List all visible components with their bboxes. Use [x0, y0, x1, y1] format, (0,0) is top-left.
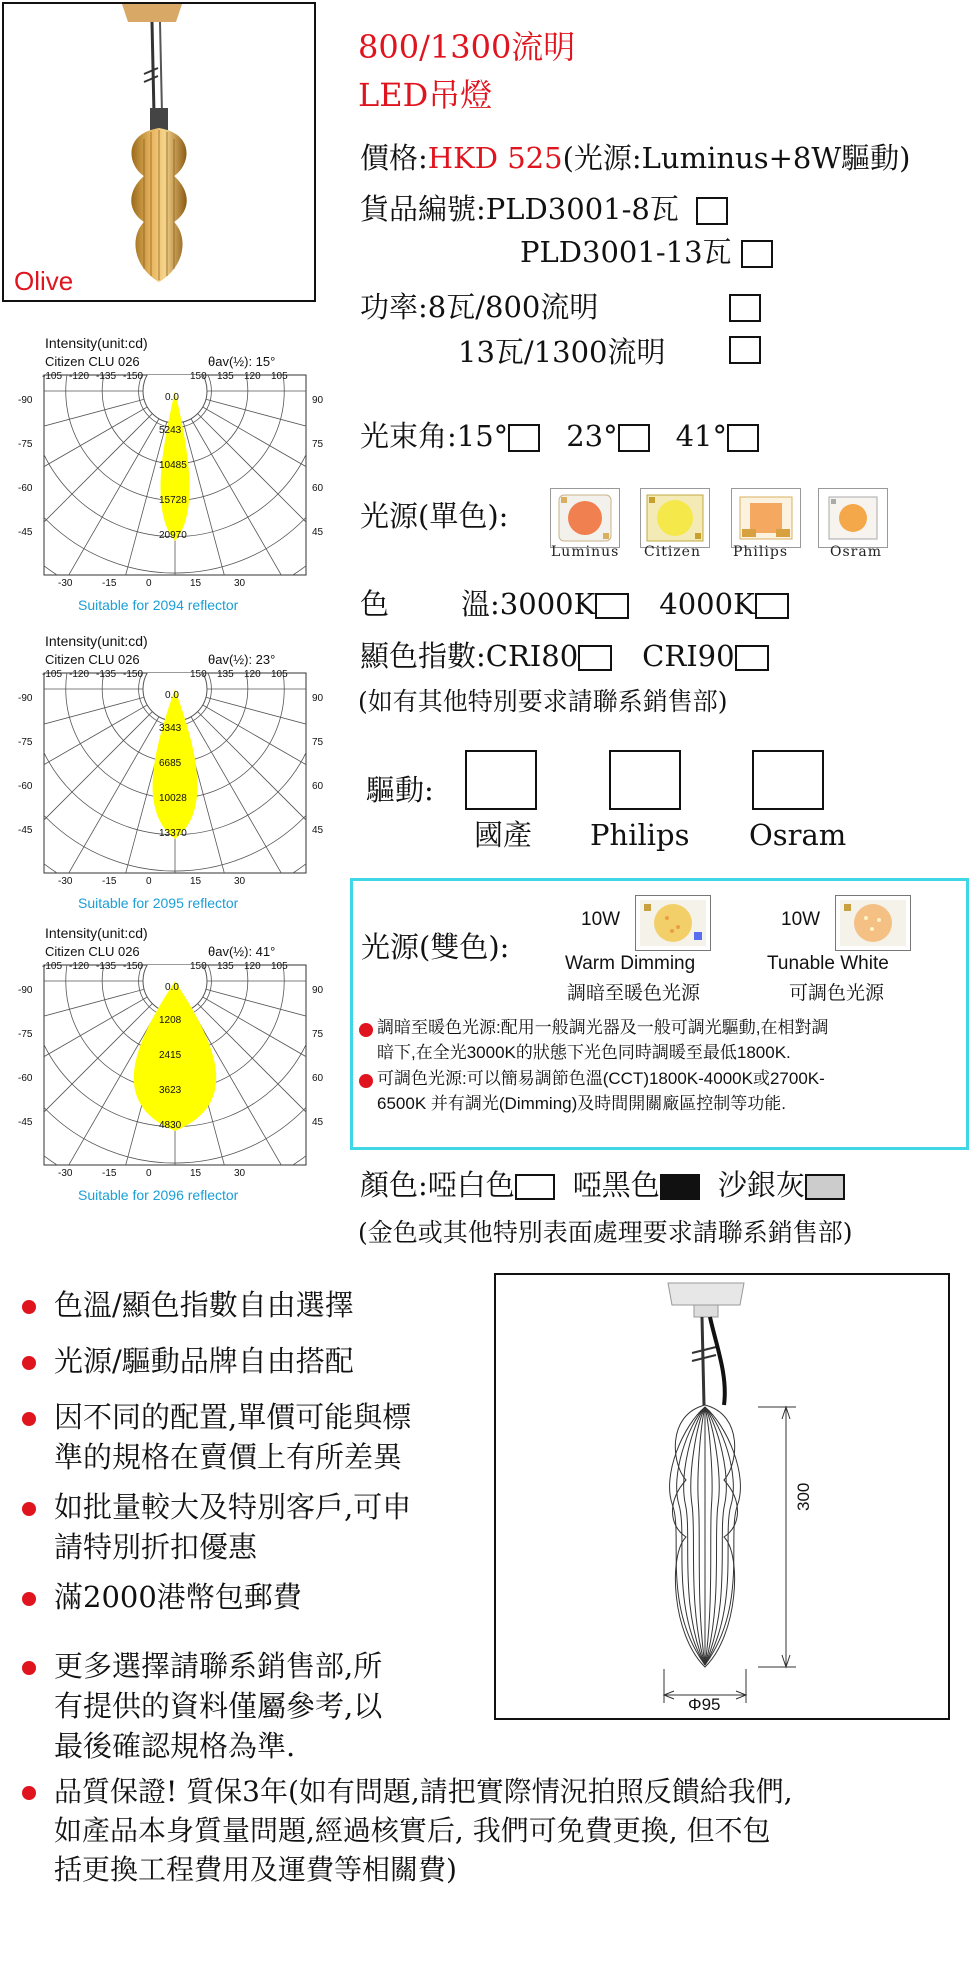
- price-value: HKD 525: [427, 141, 563, 175]
- tick-label: 135: [217, 961, 234, 972]
- tunable-white-name: Tunable White: [767, 953, 889, 974]
- price-label: 價格:: [360, 141, 428, 175]
- power-row: [360, 289, 598, 325]
- feature-item: 準的規格在賣價上有所差異: [54, 1440, 403, 1474]
- color-badge: Olive: [14, 266, 74, 296]
- beam-row: [360, 418, 759, 454]
- chart-beam-angle: θav(½): 15°: [208, 354, 276, 369]
- tick-label: 30: [234, 578, 246, 589]
- feature-item: 更多選擇請聯系銷售部,所: [54, 1649, 383, 1683]
- tick-label: 150: [190, 371, 207, 382]
- tick-label: -15: [102, 578, 117, 589]
- center-label: 0.0: [165, 392, 179, 403]
- driver-option: 國產: [474, 818, 533, 852]
- ring-value-label: 13370: [159, 828, 187, 839]
- power-option: 13瓦/1300流明: [458, 335, 666, 369]
- tick-label: 30: [234, 1168, 246, 1179]
- tick-label: 105: [271, 961, 288, 972]
- finish-option: 啞黑色: [572, 1168, 660, 1202]
- tick-label: -45: [18, 527, 33, 538]
- tick-label: 0: [146, 578, 152, 589]
- tick-label: -15: [102, 1168, 117, 1179]
- warm-dimming-desc: 調暗至暖色光源: [567, 983, 701, 1004]
- driver-label: 驅動:: [366, 773, 434, 807]
- finish-note: (金色或其他特別表面處理要求請聯系銷售部): [358, 1218, 853, 1247]
- price-row: [360, 140, 910, 176]
- ring-value-label: 5243: [159, 425, 182, 436]
- lamp-rib: [698, 1407, 705, 1665]
- cri-checkbox[interactable]: [578, 645, 612, 671]
- tick-label: 60: [312, 483, 324, 494]
- tick-label: -105: [42, 371, 63, 382]
- tick-label: -30: [58, 876, 73, 887]
- beam-option: 15°: [456, 419, 509, 453]
- item-no-checkbox[interactable]: [741, 240, 773, 268]
- finish-swatch-black[interactable]: [660, 1174, 700, 1200]
- lamp-rib: [705, 1407, 712, 1665]
- price-note: (光源:Luminus+8W驅動): [562, 141, 911, 175]
- tick-label: -60: [18, 483, 33, 494]
- tick-label: 75: [312, 737, 324, 748]
- beam-checkbox[interactable]: [618, 424, 650, 452]
- tick-label: -15: [102, 876, 117, 887]
- note-bullet: [359, 1074, 373, 1088]
- tick-label: 60: [312, 1073, 324, 1084]
- feature-item: 光源/驅動品牌自由搭配: [54, 1344, 354, 1378]
- ring-value-label: 1208: [159, 1015, 182, 1026]
- chart-model: Citizen CLU 026: [45, 944, 140, 959]
- warranty-text: 如產品本身質量問題,經過核實后, 我們可免費更換, 但不包: [54, 1814, 771, 1847]
- item-no-label: 貨品編號:: [360, 192, 486, 226]
- tick-label: -105: [42, 961, 63, 972]
- product-photo-frame: [2, 2, 316, 302]
- height-dimension: 300: [794, 1482, 813, 1511]
- warm-dimming-note: 暗下,在全光3000K的狀態下光色同時調暖至最低1800K.: [377, 1043, 791, 1062]
- tick-label: -90: [18, 985, 33, 996]
- feature-item: 最後確認規格為準.: [54, 1729, 296, 1763]
- tick-label: -150: [123, 371, 144, 382]
- finish-swatch-silver[interactable]: [805, 1174, 845, 1200]
- ring-value-label: 15728: [159, 495, 187, 506]
- grid-spoke: [40, 391, 175, 603]
- ring-value-label: 3623: [159, 1085, 182, 1096]
- color-temp-checkbox[interactable]: [755, 593, 789, 619]
- tunable-white-led-image[interactable]: [835, 895, 911, 951]
- product-title: 800/1300流明: [358, 28, 576, 66]
- polar-chart: [18, 633, 324, 918]
- feature-bullet: [22, 1300, 36, 1314]
- feature-bullet: [22, 1412, 36, 1426]
- tick-label: -90: [18, 693, 33, 704]
- feature-item: 色溫/顯色指數自由選擇: [54, 1288, 354, 1322]
- light-source-single-label: 光源(單色):: [360, 499, 509, 533]
- finish-swatch-white[interactable]: [515, 1174, 555, 1200]
- dimension-drawing: [496, 1275, 948, 1718]
- feature-item: 如批量較大及特別客戶,可申: [54, 1490, 412, 1524]
- warm-dimming-led-image[interactable]: [635, 895, 711, 951]
- warranty-text: 品質保證! 質保3年(如有問題,請把實際情況拍照反饋給我們,: [54, 1775, 793, 1808]
- tick-label: 90: [312, 693, 324, 704]
- tick-label: -150: [123, 669, 144, 680]
- ring-value-label: 10485: [159, 460, 187, 471]
- tick-label: -60: [18, 781, 33, 792]
- tick-label: 45: [312, 825, 324, 836]
- tick-label: 15: [190, 1168, 202, 1179]
- diameter-dimension: Φ95: [688, 1695, 721, 1714]
- tick-label: 90: [312, 985, 324, 996]
- tick-label: 120: [244, 371, 261, 382]
- color-temp-option: 3000K: [499, 587, 596, 621]
- special-request-note: (如有其他特別要求請聯系銷售部): [358, 687, 728, 716]
- tick-label: 45: [312, 527, 324, 538]
- polar-chart: [18, 925, 324, 1210]
- dual-light-source-label: 光源(雙色):: [361, 930, 510, 964]
- color-temp-option: 4000K: [659, 587, 755, 621]
- tick-label: -105: [42, 669, 63, 680]
- osram-led-image[interactable]: [818, 488, 888, 548]
- finish-option: 沙銀灰: [717, 1168, 805, 1202]
- feature-bullet: [22, 1502, 36, 1516]
- tick-label: 60: [312, 781, 324, 792]
- chart-model: Citizen CLU 026: [45, 652, 140, 667]
- feature-item: 滿2000港幣包郵費: [54, 1580, 302, 1614]
- warranty-bullet: [22, 1786, 36, 1800]
- tick-label: -135: [96, 669, 117, 680]
- feature-item: 請特別折扣優惠: [54, 1530, 258, 1564]
- tick-label: -45: [18, 1117, 33, 1128]
- beam-option: 41°: [675, 419, 727, 453]
- ring-value-label: 3343: [159, 723, 182, 734]
- beam-checkbox[interactable]: [727, 424, 759, 452]
- citizen-label: Citizen: [644, 544, 701, 560]
- tunable-white-desc: 可調色光源: [789, 983, 885, 1004]
- reflector-caption: Suitable for 2094 reflector: [78, 597, 239, 613]
- finish-option: 啞白色: [427, 1168, 515, 1202]
- philips-label: Philips: [733, 544, 789, 560]
- tick-label: -30: [58, 1168, 73, 1179]
- cri-option: CRI90: [642, 639, 735, 673]
- center-label: 0.0: [165, 690, 179, 701]
- driver-checkbox[interactable]: [609, 750, 681, 810]
- color-temp-row: [360, 586, 789, 622]
- cri-row: [360, 638, 769, 674]
- warm-dimming-name: Warm Dimming: [565, 953, 696, 974]
- chart-title: Intensity(unit:cd): [45, 925, 148, 941]
- power-label: 功率:: [360, 290, 428, 324]
- tick-label: -75: [18, 737, 33, 748]
- color-temp-label: 色: [360, 587, 390, 621]
- cri-option: CRI80: [485, 639, 579, 673]
- ring-value-label: 20970: [159, 530, 187, 541]
- finish-row: [360, 1167, 845, 1203]
- item-no-row: [360, 191, 728, 227]
- color-temp-checkbox[interactable]: [595, 593, 629, 619]
- beam-option: 23°: [566, 419, 618, 453]
- tick-label: 105: [271, 371, 288, 382]
- chart-title: Intensity(unit:cd): [45, 335, 148, 351]
- tick-label: 0: [146, 876, 152, 887]
- product-subtitle: LED吊燈: [358, 76, 493, 114]
- citizen-led-image[interactable]: [640, 488, 710, 548]
- power-option: 8瓦/800流明: [427, 290, 599, 324]
- reflector-caption: Suitable for 2096 reflector: [78, 1187, 239, 1203]
- item-no-checkbox[interactable]: [696, 197, 728, 225]
- feature-bullet: [22, 1592, 36, 1606]
- osram-label: Osram: [830, 544, 882, 560]
- warm-dimming-watt: 10W: [581, 909, 621, 930]
- tick-label: -135: [96, 371, 117, 382]
- tick-label: -90: [18, 395, 33, 406]
- tick-label: -60: [18, 1073, 33, 1084]
- tick-label: -120: [69, 961, 90, 972]
- ring-value-label: 2415: [159, 1050, 182, 1061]
- chart-beam-angle: θav(½): 23°: [208, 652, 276, 667]
- tick-label: 30: [234, 876, 246, 887]
- color-temp-label: 溫:: [461, 587, 500, 621]
- finish-label: 顏色:: [360, 1168, 428, 1202]
- chart-title: Intensity(unit:cd): [45, 633, 148, 649]
- cri-checkbox[interactable]: [735, 645, 769, 671]
- tick-label: -75: [18, 439, 33, 450]
- philips-led-image[interactable]: [731, 488, 801, 548]
- power-row: [458, 334, 665, 370]
- pendant-lamp-photo: [4, 4, 314, 300]
- tick-label: -150: [123, 961, 144, 972]
- tick-label: 150: [190, 669, 207, 680]
- tick-label: -120: [69, 371, 90, 382]
- beam-label: 光束角:: [360, 419, 457, 453]
- feature-bullet: [22, 1661, 36, 1675]
- tick-label: 120: [244, 669, 261, 680]
- tick-label: 15: [190, 876, 202, 887]
- tick-label: 105: [271, 669, 288, 680]
- feature-bullet: [22, 1356, 36, 1370]
- tunable-white-note: 6500K 并有調光(Dimming)及時間開關廠區控制等功能.: [377, 1094, 786, 1113]
- driver-checkbox[interactable]: [752, 750, 824, 810]
- ring-value-label: 10028: [159, 793, 187, 804]
- tick-label: 135: [217, 371, 234, 382]
- reflector-caption: Suitable for 2095 reflector: [78, 895, 239, 911]
- item-no-option: PLD3001-13瓦: [520, 235, 732, 269]
- ring-value-label: 4830: [159, 1120, 182, 1131]
- luminus-led-image[interactable]: [550, 488, 620, 548]
- dual-light-source-panel: [350, 878, 969, 1150]
- beam-checkbox[interactable]: [508, 424, 540, 452]
- tick-label: -30: [58, 578, 73, 589]
- tick-label: 90: [312, 395, 324, 406]
- ring-value-label: 6685: [159, 758, 182, 769]
- driver-checkbox[interactable]: [465, 750, 537, 810]
- warranty-text: 括更換工程費用及運費等相關費): [54, 1853, 457, 1886]
- feature-item: 有提供的資料僅屬參考,以: [54, 1689, 383, 1723]
- tick-label: 135: [217, 669, 234, 680]
- cri-label: 顯色指數:: [360, 639, 486, 673]
- tunable-white-note: 可調色光源:可以簡易調節色溫(CCT)1800K-4000K或2700K-: [377, 1069, 825, 1088]
- tick-label: 45: [312, 1117, 324, 1128]
- chart-beam-angle: θav(½): 41°: [208, 944, 276, 959]
- tick-label: 15: [190, 578, 202, 589]
- dimension-drawing-frame: [494, 1273, 950, 1720]
- polar-chart: [18, 335, 324, 620]
- tick-label: 120: [244, 961, 261, 972]
- driver-option: Philips: [590, 818, 690, 852]
- tick-label: 0: [146, 1168, 152, 1179]
- chart-model: Citizen CLU 026: [45, 354, 140, 369]
- power-checkbox[interactable]: [729, 294, 761, 322]
- item-no-row: [520, 234, 773, 270]
- center-label: 0.0: [165, 982, 179, 993]
- tick-label: 75: [312, 439, 324, 450]
- warm-dimming-note: 調暗至暖色光源:配用一般調光器及一般可調光驅動,在相對調: [377, 1018, 829, 1037]
- grid-spoke: [175, 391, 310, 603]
- tick-label: -45: [18, 825, 33, 836]
- tick-label: -120: [69, 669, 90, 680]
- tick-label: 75: [312, 1029, 324, 1040]
- note-bullet: [359, 1023, 373, 1037]
- item-no-option: PLD3001-8瓦: [485, 192, 679, 226]
- driver-option: Osram: [749, 818, 847, 852]
- tunable-white-watt: 10W: [781, 909, 821, 930]
- luminus-label: Luminus: [551, 544, 620, 560]
- tick-label: -75: [18, 1029, 33, 1040]
- power-checkbox[interactable]: [729, 336, 761, 364]
- tick-label: 150: [190, 961, 207, 972]
- tick-label: -135: [96, 961, 117, 972]
- feature-item: 因不同的配置,單價可能與標: [54, 1400, 412, 1434]
